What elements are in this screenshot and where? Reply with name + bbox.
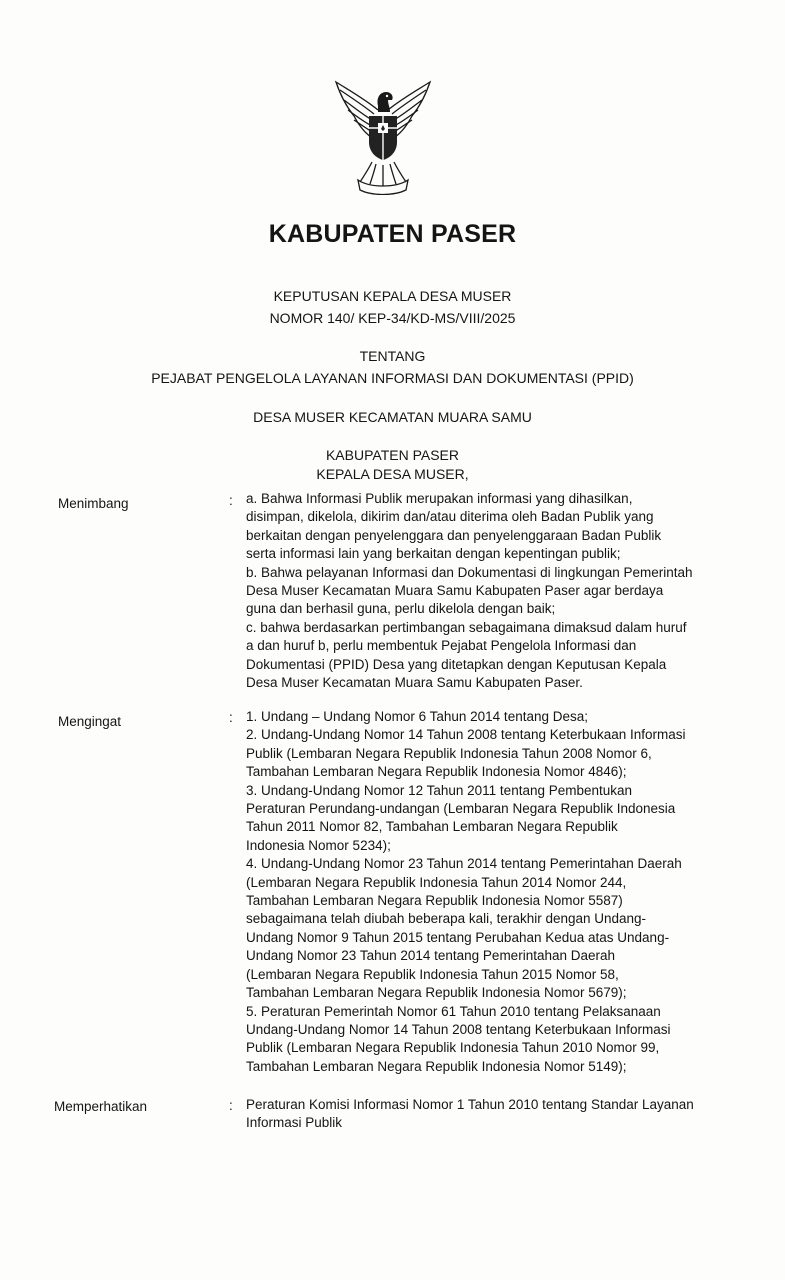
body-line: Informasi Publik — [246, 1115, 343, 1131]
body-line: Undang Nomor 9 Tahun 2015 tentang Perubahan Kedua atas Undang- — [246, 929, 670, 945]
body-line: 1. Undang – Undang Nomor 6 Tahun 2014 tentang Desa; — [246, 709, 588, 724]
body-line: b. Bahwa pelayanan Informasi dan Dokumentasi di lingkungan Pemerintah — [246, 564, 693, 580]
section-body-menimbang — [246, 490, 693, 692]
body-line: Desa Muser Kecamatan Muara Samu Kabupaten Paser agar berdaya — [246, 583, 664, 599]
section-colon: : — [229, 493, 233, 508]
body-line: c. bahwa berdasarkan pertimbangan sebagaimana dimaksud dalam huruf — [246, 619, 687, 635]
body-line: Tambahan Lembaran Negara Republik Indonesia Nomor 4846); — [246, 764, 627, 780]
body-line: berkaitan dengan penyelenggara dan penyelenggaraan Badan Publik — [246, 527, 662, 543]
section-label-memperhatikan: Memperhatikan — [54, 1099, 148, 1114]
decree-title: KEPUTUSAN KEPALA DESA MUSER — [273, 288, 512, 304]
issuer-title: KEPALA DESA MUSER, — [316, 466, 469, 482]
section-label-mengingat: Mengingat — [58, 714, 122, 729]
document-header-regency: KABUPATEN PASER — [268, 220, 517, 248]
issuer-regency: KABUPATEN PASER — [325, 447, 460, 463]
body-line: 4. Undang-Undang Nomor 23 Tahun 2014 tentang Pemerintahan Daerah — [246, 856, 682, 872]
body-line: Desa Muser Kecamatan Muara Samu Kabupaten Paser. — [246, 675, 583, 691]
body-line: 2. Undang-Undang Nomor 14 Tahun 2008 tentang Keterbukaan Informasi — [246, 727, 686, 743]
section-colon: : — [229, 1098, 233, 1113]
section-label-menimbang: Menimbang — [58, 496, 129, 511]
body-line: a dan huruf b, perlu membentuk Pejabat Pengelola Informasi dan — [246, 638, 637, 654]
body-line: (Lembaran Negara Republik Indonesia Tahun 2015 Nomor 58, — [246, 966, 619, 982]
body-line: Tambahan Lembaran Negara Republik Indonesia Nomor 5679); — [246, 985, 627, 1001]
body-line: Dokumentasi (PPID) Desa yang ditetapkan dengan Keputusan Kepala — [246, 656, 667, 672]
body-line: disimpan, dikelola, dikirim dan/atau diterima oleh Badan Publik yang — [246, 509, 654, 525]
body-line: guna dan berhasil guna, perlu dikelola dengan baik; — [246, 601, 556, 617]
section-colon: : — [229, 710, 233, 725]
body-line: Peraturan Perundang-undangan (Lembaran Negara Republik Indonesia — [246, 801, 676, 817]
body-line: 3. Undang-Undang Nomor 12 Tahun 2011 tentang Pembentukan — [246, 782, 633, 798]
section-body-mengingat — [246, 708, 686, 1076]
body-line: Undang-Undang Nomor 14 Tahun 2008 tentang Keterbukaan Informasi — [246, 1021, 671, 1037]
body-line: Peraturan Komisi Informasi Nomor 1 Tahun 2010 tentang Standar Layanan — [246, 1097, 694, 1112]
body-line: Tahun 2011 Nomor 82, Tambahan Lembaran Negara Republik — [246, 819, 618, 835]
garuda-emblem-icon — [328, 70, 438, 195]
body-line: Indonesia Nomor 5234); — [246, 837, 391, 853]
body-line: 5. Peraturan Pemerintah Nomor 61 Tahun 2010 tentang Pelaksanaan — [246, 1003, 661, 1019]
decree-subject: PEJABAT PENGELOLA LAYANAN INFORMASI DAN DOKUMENTASI (PPID) — [151, 370, 634, 386]
body-line: a. Bahwa Informasi Publik merupakan informasi yang dihasilkan, — [246, 491, 633, 506]
body-line: Publik (Lembaran Negara Republik Indonesia Tahun 2008 Nomor 6, — [246, 745, 652, 761]
body-line: Undang Nomor 23 Tahun 2014 tentang Pemerintahan Daerah — [246, 948, 616, 964]
village-line: DESA MUSER KECAMATAN MUARA SAMU — [253, 409, 532, 425]
body-line: serta informasi lain yang berkaitan dengan kepentingan publik; — [246, 546, 621, 562]
body-line: Tambahan Lembaran Negara Republik Indonesia Nomor 5587) — [246, 893, 623, 909]
section-body-memperhatikan — [246, 1096, 694, 1133]
decree-number: NOMOR 140/ KEP-34/KD-MS/VIII/2025 — [269, 310, 516, 326]
body-line: Publik (Lembaran Negara Republik Indonesia Tahun 2010 Nomor 99, — [246, 1040, 660, 1056]
body-line: (Lembaran Negara Republik Indonesia Tahun 2014 Nomor 244, — [246, 874, 627, 890]
about-label: TENTANG — [359, 348, 426, 364]
body-line: Tambahan Lembaran Negara Republik Indonesia Nomor 5149); — [246, 1058, 627, 1074]
body-line: sebagaimana telah diubah beberapa kali, terakhir dengan Undang- — [246, 911, 647, 927]
